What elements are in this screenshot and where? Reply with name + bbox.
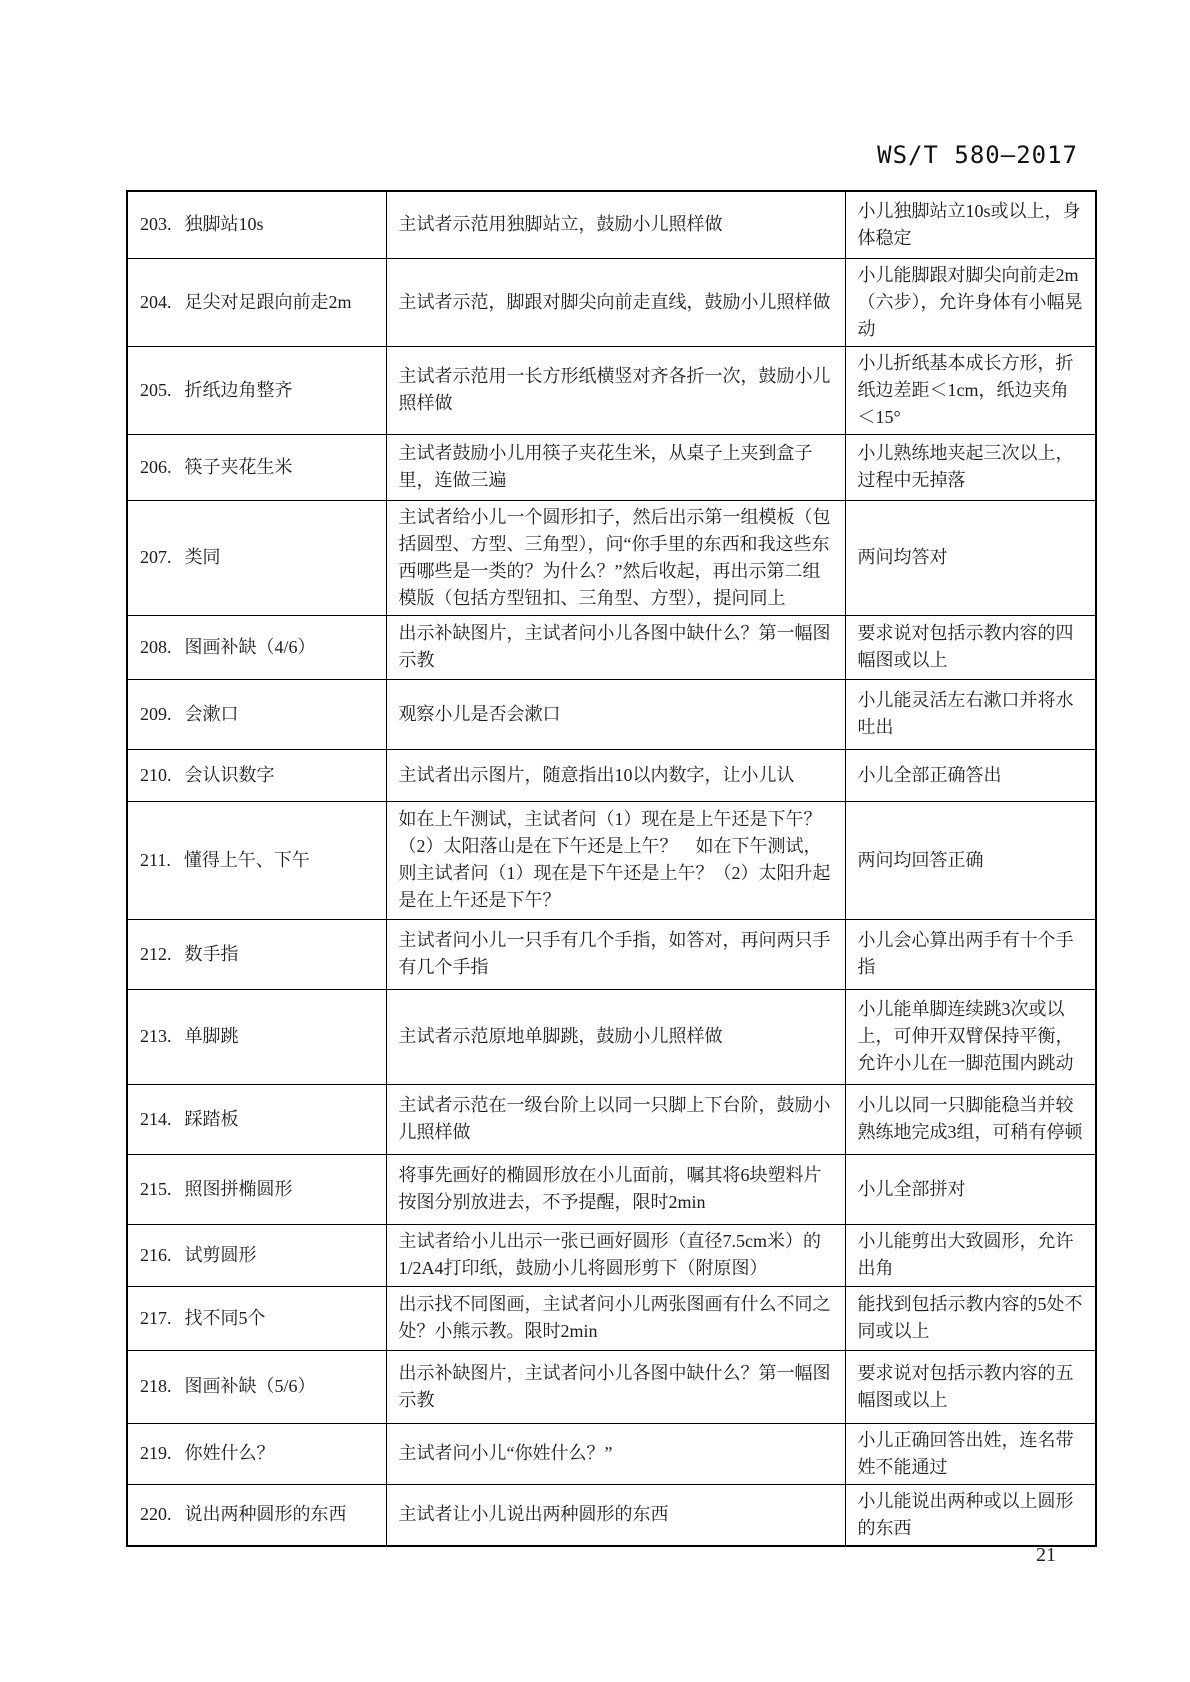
item-name: 图画补缺（4/6） bbox=[184, 636, 316, 657]
item-name: 折纸边角整齐 bbox=[184, 379, 293, 400]
item-cell bbox=[127, 1224, 386, 1286]
method-cell: 主试者给小儿一个圆形扣子，然后出示第一组模板（包括圆型、方型、三角型），问“你手里的东西和我这些东西哪些是一类的？为什么？”然后收起，再出示第二组模版（包括方型钮扣、三角型、方型），提问同上 bbox=[386, 500, 845, 615]
table-row bbox=[127, 919, 1096, 989]
method-cell: 主试者出示图片，随意指出10以内数字，让小儿认 bbox=[386, 749, 845, 801]
table-row bbox=[127, 1423, 1096, 1484]
item-number: 217. bbox=[140, 1307, 172, 1328]
criteria-cell: 小儿折纸基本成长方形，折纸边差距＜1cm，纸边夹角＜15° bbox=[845, 346, 1096, 434]
method-cell: 将事先画好的椭圆形放在小儿面前，嘱其将6块塑料片按图分别放进去，不予提醒，限时2min bbox=[386, 1154, 845, 1224]
table-row bbox=[127, 749, 1096, 801]
table-row bbox=[127, 679, 1096, 749]
table-row bbox=[127, 1484, 1096, 1546]
table-row bbox=[127, 346, 1096, 434]
item-name: 会漱口 bbox=[184, 703, 239, 724]
item-number: 219. bbox=[140, 1443, 172, 1463]
item-number: 210. bbox=[140, 764, 172, 785]
item-cell bbox=[127, 679, 386, 749]
item-cell bbox=[127, 346, 386, 434]
criteria-cell: 小儿以同一只脚能稳当并较熟练地完成3组，可稍有停顿 bbox=[845, 1084, 1096, 1154]
item-name: 试剪圆形 bbox=[184, 1244, 257, 1265]
item-number: 220. bbox=[140, 1504, 172, 1524]
item-number: 205. bbox=[140, 379, 172, 400]
item-name: 找不同5个 bbox=[184, 1307, 266, 1328]
item-cell bbox=[127, 1350, 386, 1423]
method-cell: 主试者示范用一长方形纸横竖对齐各折一次，鼓励小儿照样做 bbox=[386, 346, 845, 434]
item-number: 203. bbox=[140, 214, 172, 235]
item-number: 208. bbox=[140, 636, 172, 657]
method-cell: 出示补缺图片，主试者问小儿各图中缺什么？第一幅图示教 bbox=[386, 615, 845, 679]
item-number: 206. bbox=[140, 456, 172, 477]
method-cell: 如在上午测试，主试者问（1）现在是上午还是下午？（2）太阳落山是在下午还是上午？ 如在下午测试，则主试者问（1）现在是下午还是上午？（2）太阳升起是在上午还是下午？ bbox=[386, 801, 845, 919]
table-row bbox=[127, 989, 1096, 1084]
item-name: 会认识数字 bbox=[184, 764, 275, 785]
table-row bbox=[127, 434, 1096, 500]
item-number: 213. bbox=[140, 1026, 172, 1046]
item-cell bbox=[127, 1084, 386, 1154]
criteria-cell: 小儿能灵活左右漱口并将水吐出 bbox=[845, 679, 1096, 749]
table-row bbox=[127, 258, 1096, 346]
item-cell bbox=[127, 258, 386, 346]
item-name: 独脚站10s bbox=[184, 214, 264, 235]
table-row bbox=[127, 801, 1096, 919]
criteria-cell: 小儿能单脚连续跳3次或以上，可伸开双臂保持平衡，允许小儿在一脚范围内跳动 bbox=[845, 989, 1096, 1084]
method-cell: 主试者示范原地单脚跳，鼓励小儿照样做 bbox=[386, 989, 845, 1084]
item-cell bbox=[127, 191, 386, 258]
item-name: 你姓什么？ bbox=[184, 1443, 275, 1463]
item-name: 照图拼椭圆形 bbox=[184, 1178, 293, 1199]
table-row bbox=[127, 1154, 1096, 1224]
page-number: 21 bbox=[1036, 1544, 1056, 1566]
item-cell bbox=[127, 919, 386, 989]
criteria-cell: 小儿熟练地夹起三次以上，过程中无掉落 bbox=[845, 434, 1096, 500]
item-number: 214. bbox=[140, 1108, 172, 1129]
item-name: 数手指 bbox=[184, 943, 239, 964]
table-row bbox=[127, 1224, 1096, 1286]
criteria-cell: 小儿独脚站立10s或以上，身体稳定 bbox=[845, 191, 1096, 258]
item-cell bbox=[127, 1286, 386, 1350]
item-name: 懂得上午、下午 bbox=[183, 849, 310, 870]
item-number: 215. bbox=[140, 1178, 172, 1199]
item-cell bbox=[127, 1484, 386, 1546]
item-name: 踩踏板 bbox=[184, 1108, 239, 1129]
criteria-cell: 小儿能剪出大致圆形，允许出角 bbox=[845, 1224, 1096, 1286]
criteria-cell: 小儿全部正确答出 bbox=[845, 749, 1096, 801]
standard-code: WS/T 580—2017 bbox=[877, 141, 1078, 169]
criteria-cell: 两问均答对 bbox=[845, 500, 1096, 615]
criteria-cell: 能找到包括示教内容的5处不同或以上 bbox=[845, 1286, 1096, 1350]
item-name: 说出两种圆形的东西 bbox=[184, 1504, 347, 1524]
item-cell bbox=[127, 801, 386, 919]
table-row bbox=[127, 191, 1096, 258]
item-number: 212. bbox=[140, 943, 172, 964]
item-name: 图画补缺（5/6） bbox=[184, 1376, 316, 1396]
table-row bbox=[127, 1286, 1096, 1350]
method-cell: 主试者鼓励小儿用筷子夹花生米，从桌子上夹到盒子里，连做三遍 bbox=[386, 434, 845, 500]
item-name: 足尖对足跟向前走2m bbox=[184, 291, 352, 312]
criteria-cell: 小儿会心算出两手有十个手指 bbox=[845, 919, 1096, 989]
item-number: 211. bbox=[140, 849, 171, 870]
item-name: 筷子夹花生米 bbox=[184, 456, 293, 477]
criteria-cell: 要求说对包括示教内容的五幅图或以上 bbox=[845, 1350, 1096, 1423]
item-cell bbox=[127, 1423, 386, 1484]
method-cell: 主试者问小儿“你姓什么？” bbox=[386, 1423, 845, 1484]
item-cell bbox=[127, 500, 386, 615]
assessment-table bbox=[126, 190, 1097, 1547]
method-cell: 主试者示范用独脚站立，鼓励小儿照样做 bbox=[386, 191, 845, 258]
method-cell: 主试者示范，脚跟对脚尖向前走直线，鼓励小儿照样做 bbox=[386, 258, 845, 346]
item-cell bbox=[127, 749, 386, 801]
criteria-cell: 要求说对包括示教内容的四幅图或以上 bbox=[845, 615, 1096, 679]
table-row bbox=[127, 1350, 1096, 1423]
criteria-cell: 小儿全部拼对 bbox=[845, 1154, 1096, 1224]
item-name: 类同 bbox=[184, 547, 221, 567]
method-cell: 观察小儿是否会漱口 bbox=[386, 679, 845, 749]
criteria-cell: 小儿能说出两种或以上圆形的东西 bbox=[845, 1484, 1096, 1546]
item-number: 207. bbox=[140, 547, 172, 567]
item-name: 单脚跳 bbox=[184, 1026, 239, 1046]
item-cell bbox=[127, 615, 386, 679]
criteria-cell: 小儿能脚跟对脚尖向前走2m（六步），允许身体有小幅晃动 bbox=[845, 258, 1096, 346]
item-number: 216. bbox=[140, 1244, 172, 1265]
table-row bbox=[127, 1084, 1096, 1154]
item-number: 204. bbox=[140, 291, 172, 312]
method-cell: 主试者问小儿一只手有几个手指，如答对，再问两只手有几个手指 bbox=[386, 919, 845, 989]
method-cell: 出示补缺图片，主试者问小儿各图中缺什么？第一幅图示教 bbox=[386, 1350, 845, 1423]
item-number: 209. bbox=[140, 703, 172, 724]
method-cell: 主试者让小儿说出两种圆形的东西 bbox=[386, 1484, 845, 1546]
table-row bbox=[127, 615, 1096, 679]
criteria-cell: 小儿正确回答出姓，连名带姓不能通过 bbox=[845, 1423, 1096, 1484]
table-row bbox=[127, 500, 1096, 615]
item-cell bbox=[127, 1154, 386, 1224]
criteria-cell: 两问均回答正确 bbox=[845, 801, 1096, 919]
item-number: 218. bbox=[140, 1376, 172, 1396]
method-cell: 出示找不同图画，主试者问小儿两张图画有什么不同之处？小熊示教。限时2min bbox=[386, 1286, 845, 1350]
item-cell bbox=[127, 989, 386, 1084]
method-cell: 主试者给小儿出示一张已画好圆形（直径7.5cm米）的1/2A4打印纸，鼓励小儿将圆形剪下（附原图） bbox=[386, 1224, 845, 1286]
item-cell bbox=[127, 434, 386, 500]
method-cell: 主试者示范在一级台阶上以同一只脚上下台阶，鼓励小儿照样做 bbox=[386, 1084, 845, 1154]
